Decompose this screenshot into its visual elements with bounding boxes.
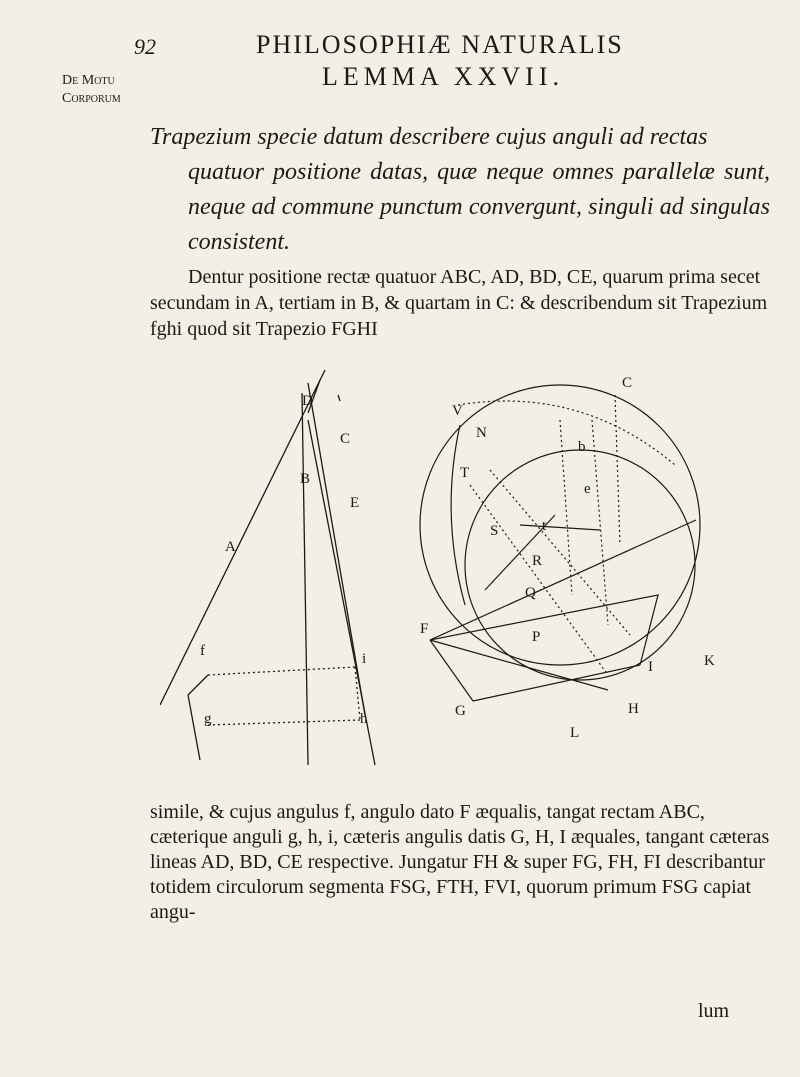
lemma-title: LEMMA XXVII. xyxy=(322,62,564,91)
label-E: E xyxy=(350,495,360,511)
lemma-statement-line1: Trapezium specie datum describere cujus anguli ad rectas xyxy=(150,124,708,150)
triangle-FIH xyxy=(430,595,658,665)
arc-segment-left xyxy=(451,425,465,605)
label-F: F xyxy=(420,621,429,637)
label-b: b xyxy=(578,439,586,455)
label-e: e xyxy=(584,481,591,497)
label-H: H xyxy=(628,701,639,717)
label-g: g xyxy=(204,711,212,727)
label-R: R xyxy=(532,553,543,569)
line-fi xyxy=(208,667,355,675)
line-FH xyxy=(430,640,608,690)
label-V: V xyxy=(452,403,463,419)
line-gh xyxy=(208,720,360,725)
lemma-statement xyxy=(150,120,770,260)
line-BD xyxy=(300,393,311,765)
line-ct xyxy=(520,525,600,530)
label-A: A xyxy=(225,539,236,555)
label-N: N xyxy=(476,425,487,441)
label-Q: Q xyxy=(525,585,536,601)
line-AD xyxy=(308,383,365,715)
line-FK xyxy=(430,520,696,640)
line-ABC xyxy=(160,370,325,705)
label-P: P xyxy=(532,629,541,645)
dotted-vert1 xyxy=(560,420,572,595)
label-D: D xyxy=(302,393,313,409)
dotted-vert3 xyxy=(615,395,620,545)
label-i: i xyxy=(362,651,367,667)
line-FG xyxy=(430,640,473,701)
label-K: K xyxy=(704,653,715,669)
dotted-arc-top xyxy=(458,401,675,465)
paragraph-1: Dentur positione rectæ quatuor ABC, AD, BD, CE, quarum prima secet secundam in A, tertiam in B, & quartam in C: & describendum sit Trapezium fghi quod sit Trapezio FGHI xyxy=(150,266,768,340)
line-C-tick xyxy=(338,395,340,401)
figures-svg xyxy=(160,365,740,785)
line-fg xyxy=(188,695,200,760)
label-C-right: C xyxy=(622,375,633,391)
line-GH xyxy=(473,665,640,701)
catchword: lum xyxy=(698,1000,730,1022)
lemma-statement-rest: quatuor positione datas, quæ neque omnes parallelæ sunt, neque ad commune punctum convergunt, singuli ad singulas consistent. xyxy=(188,159,770,255)
geometric-figures xyxy=(160,365,740,785)
circle-middle xyxy=(465,450,695,680)
label-S: S xyxy=(490,523,499,539)
label-I: I xyxy=(648,659,653,675)
label-G: G xyxy=(455,703,466,719)
margin-note-line1: De Motu xyxy=(62,73,115,88)
paragraph-2: simile, & cujus angulus f, angulo dato F æqualis, tangat rectam ABC, cæterique anguli g, h, i, cæteris angulis datis G, H, I æquales, tangant cæteras lineas AD, BD, CE respective. Jungatur FH & super FG, FH, FI describantur totidem circulorum segmenta FSG, FTH, FVI, quorum primum FSG capiat angu- xyxy=(150,801,770,923)
label-L: L xyxy=(570,725,580,741)
label-f: f xyxy=(200,643,205,659)
margin-note xyxy=(62,72,121,108)
line-f-tick xyxy=(188,675,208,695)
margin-note-line2: Corporum xyxy=(62,91,121,106)
label-t: t xyxy=(542,518,547,534)
label-h: h xyxy=(360,711,368,727)
label-C-left: C xyxy=(340,431,351,447)
right-figure xyxy=(420,385,700,701)
label-B: B xyxy=(300,471,311,487)
running-title: PHILOSOPHIÆ NATURALIS xyxy=(256,30,624,59)
page-number: 92 xyxy=(134,34,156,59)
dotted-diag2 xyxy=(490,470,630,635)
dotted-vert2 xyxy=(592,420,608,625)
left-figure xyxy=(160,370,375,765)
label-T: T xyxy=(460,465,470,481)
